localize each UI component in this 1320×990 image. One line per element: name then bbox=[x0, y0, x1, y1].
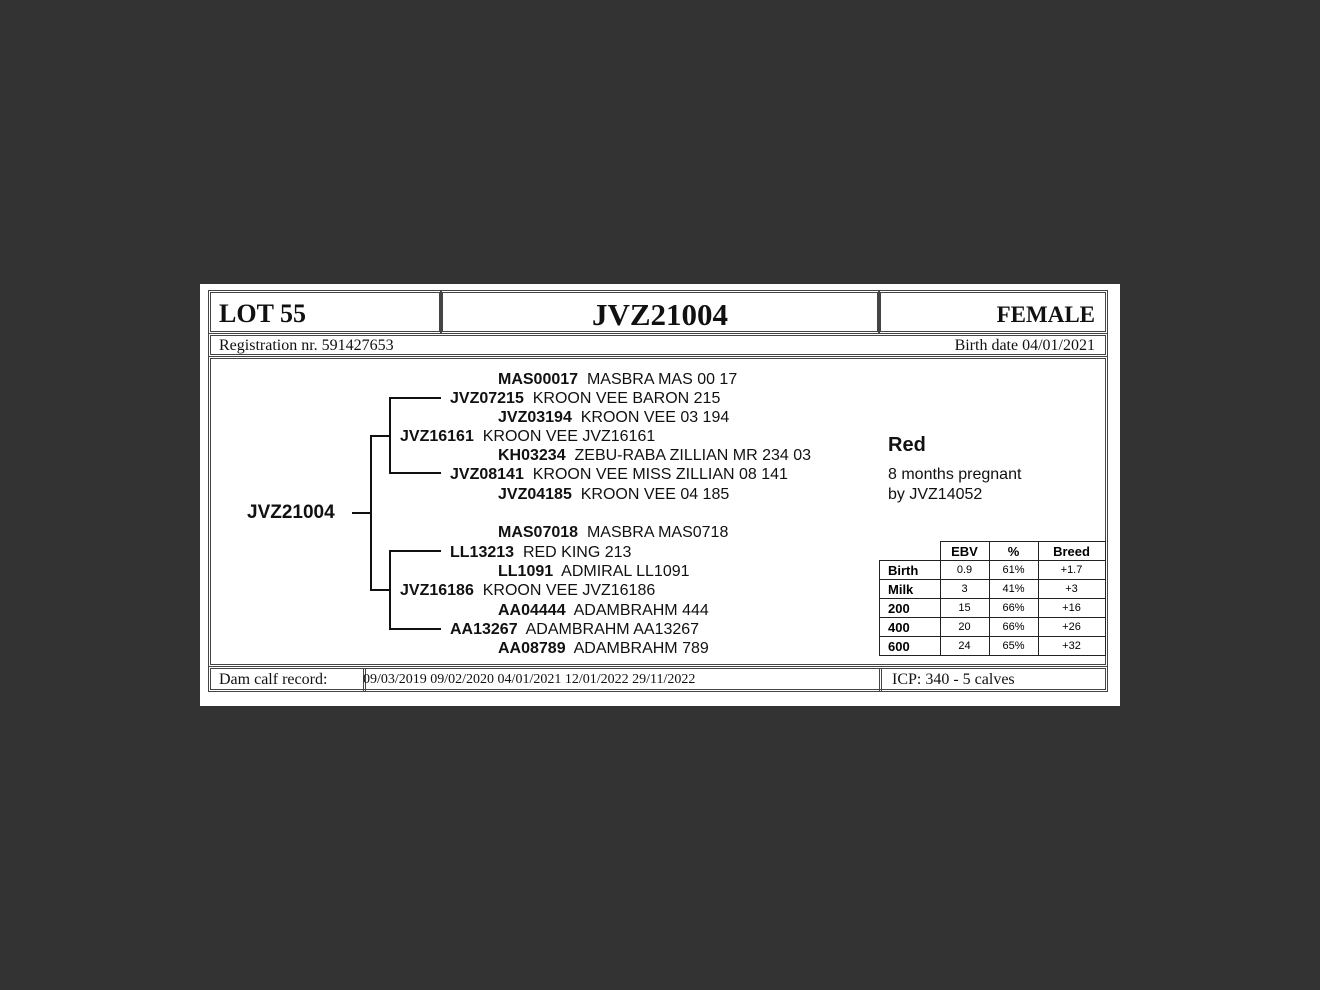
animal-id: JVZ21004 bbox=[440, 290, 880, 334]
pedigree-connector bbox=[389, 472, 441, 474]
ebv-row bbox=[880, 618, 1106, 637]
pedigree-entry: KH03234 ZEBU-RABA ZILLIAN MR 234 03 bbox=[498, 447, 812, 464]
pedigree-connector bbox=[352, 512, 372, 514]
ebv-value: 3 bbox=[940, 580, 989, 599]
pedigree-entry: AA08789 ADAMBRAHM 789 bbox=[498, 640, 709, 657]
ebv-col-header: EBV bbox=[940, 542, 989, 561]
ebv-breed: +26 bbox=[1038, 618, 1105, 637]
ebv-breed: +1.7 bbox=[1038, 561, 1105, 580]
pedigree-entry: JVZ16186 KROON VEE JVZ16186 bbox=[400, 582, 656, 599]
pregnancy-status bbox=[888, 465, 1021, 505]
ebv-breed: +16 bbox=[1038, 599, 1105, 618]
pregnancy-line: 8 months pregnant bbox=[888, 466, 1022, 483]
calf-record-row bbox=[208, 666, 1108, 692]
ebv-value: 20 bbox=[940, 618, 989, 637]
pedigree-subject: JVZ21004 bbox=[247, 502, 335, 523]
ebv-header-row bbox=[880, 542, 1106, 561]
pedigree-connector bbox=[389, 397, 391, 474]
ebv-value: 15 bbox=[940, 599, 989, 618]
birth-date: Birth date 04/01/2021 bbox=[954, 337, 1095, 354]
pedigree-entry: AA13267 ADAMBRAHM AA13267 bbox=[450, 621, 700, 638]
pedigree-connector bbox=[389, 397, 441, 399]
ebv-table bbox=[879, 541, 1106, 656]
pedigree-connector bbox=[370, 435, 372, 591]
ebv-row-label: 200 bbox=[880, 599, 941, 618]
ebv-row bbox=[880, 580, 1106, 599]
lot-number: LOT 55 bbox=[208, 290, 442, 334]
ebv-row bbox=[880, 637, 1106, 656]
ebv-row-label: Milk bbox=[880, 580, 941, 599]
ebv-breed: +32 bbox=[1038, 637, 1105, 656]
pedigree-entry: MAS00017 MASBRA MAS 00 17 bbox=[498, 371, 738, 388]
ebv-row-label: 600 bbox=[880, 637, 941, 656]
pedigree-entry: LL1091 ADMIRAL LL1091 bbox=[498, 563, 690, 580]
ebv-row-label: Birth bbox=[880, 561, 941, 580]
ebv-row bbox=[880, 561, 1106, 580]
pregnancy-sire: by JVZ14052 bbox=[888, 486, 983, 503]
ebv-percent: 66% bbox=[989, 618, 1038, 637]
calf-record-label: Dam calf record: bbox=[211, 669, 366, 691]
ebv-value: 24 bbox=[940, 637, 989, 656]
ebv-percent: 61% bbox=[989, 561, 1038, 580]
sex-label: FEMALE bbox=[878, 290, 1108, 334]
ebv-corner bbox=[880, 542, 941, 561]
pedigree-connector bbox=[389, 628, 441, 630]
pedigree-entry: JVZ08141 KROON VEE MISS ZILLIAN 08 141 bbox=[450, 466, 788, 483]
ebv-col-header: Breed bbox=[1038, 542, 1105, 561]
pedigree-entry: MAS07018 MASBRA MAS0718 bbox=[498, 524, 729, 541]
registration-row bbox=[208, 333, 1108, 357]
ebv-row-label: 400 bbox=[880, 618, 941, 637]
ebv-percent: 65% bbox=[989, 637, 1038, 656]
ebv-value: 0.9 bbox=[940, 561, 989, 580]
pedigree-connector bbox=[370, 589, 390, 591]
pedigree-entry: JVZ07215 KROON VEE BARON 215 bbox=[450, 390, 721, 407]
pedigree-entry: JVZ03194 KROON VEE 03 194 bbox=[498, 409, 730, 426]
ebv-percent: 66% bbox=[989, 599, 1038, 618]
pedigree-connector bbox=[389, 550, 441, 552]
pedigree-connector bbox=[370, 435, 390, 437]
ebv-row bbox=[880, 599, 1106, 618]
pedigree-connector bbox=[389, 550, 391, 630]
pedigree-entry: AA04444 ADAMBRAHM 444 bbox=[498, 602, 709, 619]
ebv-breed: +3 bbox=[1038, 580, 1105, 599]
pedigree-entry: JVZ04185 KROON VEE 04 185 bbox=[498, 486, 730, 503]
icp-value: ICP: 340 - 5 calves bbox=[879, 669, 1015, 691]
calf-record-dates: 09/03/2019 09/02/2020 04/01/2021 12/01/2022 29/11/2022 bbox=[363, 672, 696, 687]
colour: Red bbox=[888, 434, 926, 456]
ebv-col-header: % bbox=[989, 542, 1038, 561]
pedigree-entry: JVZ16161 KROON VEE JVZ16161 bbox=[400, 428, 656, 445]
pedigree-entry: LL13213 RED KING 213 bbox=[450, 544, 632, 561]
ebv-percent: 41% bbox=[989, 580, 1038, 599]
registration-number: Registration nr. 591427653 bbox=[219, 337, 394, 354]
